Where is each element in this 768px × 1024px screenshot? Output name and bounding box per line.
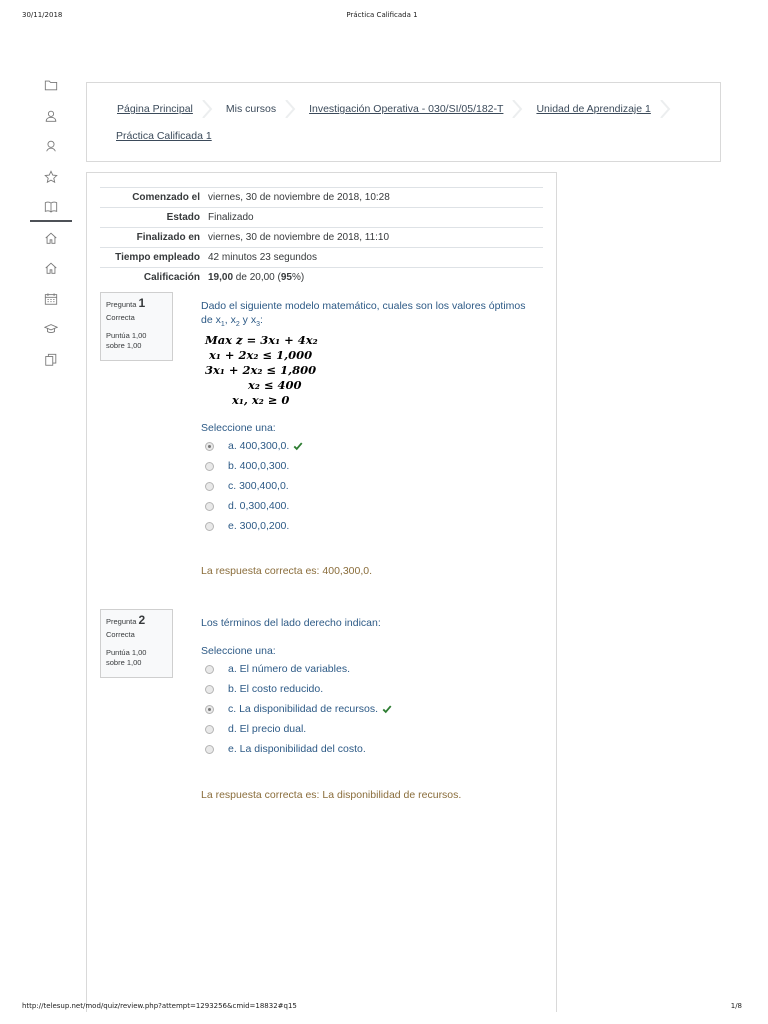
answer-label: b. El costo reducido. — [228, 683, 324, 695]
breadcrumb-row — [117, 100, 720, 118]
chevron-right-icon — [284, 100, 296, 118]
nav-item-competencies[interactable] — [30, 162, 72, 193]
question-grade: Puntúa 1,00 sobre 1,00 — [106, 331, 147, 350]
breadcrumb-link-home[interactable]: Página Principal — [117, 103, 193, 115]
files-icon — [44, 353, 58, 367]
print-header — [22, 11, 742, 21]
answer-option[interactable] — [205, 703, 392, 715]
print-page-number: 1/8 — [730, 1002, 742, 1010]
print-title: Práctica Calificada 1 — [346, 11, 418, 19]
chevron-right-icon — [201, 100, 213, 118]
nav-item-home[interactable] — [30, 223, 72, 254]
folder-icon — [44, 78, 58, 92]
subscript: 3 — [256, 321, 261, 329]
answer-option[interactable] — [205, 723, 306, 735]
users-icon — [44, 109, 58, 123]
question-text-part: Dado el siguiente modelo matemático, cuales son los valores óptimos de x — [201, 300, 526, 326]
formula-line-constraint-2: 3x₁ + 2x₂ ≤ 1,800 — [205, 363, 317, 377]
breadcrumb-link-unit[interactable]: Unidad de Aprendizaje 1 — [536, 103, 651, 115]
radio-button[interactable] — [205, 462, 214, 471]
graduation-cap-icon — [44, 322, 58, 336]
print-url: http://telesup.net/mod/quiz/review.php?attempt=1293256&cmid=18832#q15 — [22, 1002, 297, 1010]
question-label: Pregunta — [106, 300, 137, 309]
select-one-prompt: Seleccione una: — [201, 422, 276, 434]
answer-option[interactable] — [205, 683, 323, 695]
radio-button[interactable] — [205, 725, 214, 734]
answer-label: e. 300,0,200. — [228, 520, 290, 532]
subscript: 1 — [220, 321, 225, 329]
summary-row-finished — [100, 228, 543, 248]
question-text-part: y x — [239, 314, 257, 326]
breadcrumb-link-course[interactable]: Investigación Operativa - 030/SI/05/182-T — [309, 103, 504, 115]
radio-button[interactable] — [205, 482, 214, 491]
correct-answer-feedback: La respuesta correcta es: La disponibilidad de recursos. — [201, 789, 462, 801]
grade-percent-sign: %) — [291, 272, 305, 283]
question-info-2 — [100, 609, 173, 678]
question-number: 1 — [138, 296, 146, 310]
summary-grade-value — [200, 268, 304, 287]
attempt-summary — [100, 187, 543, 287]
summary-value: viernes, 30 de noviembre de 2018, 11:10 — [208, 232, 390, 243]
formula-line-constraint-1: x₁ + 2x₂ ≤ 1,000 — [209, 348, 313, 362]
nav-item-calendar[interactable] — [30, 284, 72, 315]
nav-item-participants[interactable] — [30, 101, 72, 132]
calendar-icon — [44, 292, 58, 306]
summary-label: Calificación — [143, 272, 200, 283]
subscript: 2 — [235, 321, 240, 329]
answer-label: d. 0,300,400. — [228, 500, 290, 512]
nav-item-folder[interactable] — [30, 70, 72, 101]
answer-label: a. 400,300,0. — [228, 440, 290, 452]
book-icon — [44, 200, 58, 214]
radio-button[interactable] — [205, 442, 214, 451]
answer-label: c. 300,400,0. — [228, 480, 289, 492]
breadcrumb — [86, 82, 721, 162]
users-icon — [44, 139, 58, 153]
answer-option[interactable] — [205, 480, 289, 492]
question-number: 2 — [138, 613, 146, 627]
nav-rail — [30, 70, 72, 375]
question-text-part: : — [260, 314, 263, 326]
answer-option[interactable] — [205, 663, 350, 675]
summary-row-time — [100, 248, 543, 268]
radio-button[interactable] — [205, 745, 214, 754]
answer-label: c. La disponibilidad de recursos. — [228, 703, 379, 715]
radio-button[interactable] — [205, 665, 214, 674]
star-icon — [44, 170, 58, 184]
question-grade: Puntúa 1,00 sobre 1,00 — [106, 648, 147, 667]
answer-option[interactable] — [205, 500, 289, 512]
summary-row-state — [100, 208, 543, 228]
answer-label: d. El precio dual. — [228, 723, 307, 735]
radio-button[interactable] — [205, 705, 214, 714]
check-icon — [293, 441, 303, 451]
answer-label: a. El número de variables. — [228, 663, 350, 675]
home-icon — [44, 231, 58, 245]
formula-line-constraint-3: x₂ ≤ 400 — [248, 378, 302, 392]
select-one-prompt: Seleccione una: — [201, 645, 276, 657]
grade-total: de 20,00 ( — [233, 272, 281, 283]
summary-label: Finalizado en — [136, 232, 200, 243]
summary-row-grade — [100, 268, 543, 287]
correct-answer-feedback: La respuesta correcta es: 400,300,0. — [201, 565, 373, 577]
question-title — [106, 297, 167, 311]
question-label: Pregunta — [106, 617, 137, 626]
home-icon — [44, 261, 58, 275]
formula-line-nonnegativity: x₁, x₂ ≥ 0 — [232, 393, 290, 407]
answer-option[interactable] — [205, 460, 289, 472]
summary-label: Estado — [166, 212, 200, 223]
summary-label: Comenzado el — [132, 192, 200, 203]
answer-label: b. 400,0,300. — [228, 460, 290, 472]
chevron-right-icon — [659, 100, 671, 118]
print-footer — [22, 1002, 742, 1012]
question-state: Correcta — [106, 630, 135, 639]
nav-item-grades[interactable] — [30, 192, 72, 223]
answer-option[interactable] — [205, 520, 289, 532]
summary-value: viernes, 30 de noviembre de 2018, 10:28 — [208, 192, 390, 203]
summary-label: Tiempo empleado — [115, 252, 200, 263]
nav-item-files[interactable] — [30, 345, 72, 376]
grade-score: 19,00 — [208, 272, 234, 283]
formula-line-objective: Max z = 3x₁ + 4x₂ — [205, 333, 318, 347]
nav-item-badges[interactable] — [30, 131, 72, 162]
breadcrumb-row — [116, 128, 720, 144]
check-icon — [382, 704, 392, 714]
print-date: 30/11/2018 — [22, 11, 63, 19]
radio-button[interactable] — [205, 502, 214, 511]
nav-item-dashboard[interactable] — [30, 253, 72, 284]
question-text-1 — [201, 299, 531, 332]
radio-button[interactable] — [205, 522, 214, 531]
question-text-part: , x — [224, 314, 236, 326]
nav-item-courses[interactable] — [30, 314, 72, 345]
summary-row-started — [100, 187, 543, 208]
question-title — [106, 614, 167, 628]
summary-value: 42 minutos 23 segundos — [208, 252, 317, 263]
chevron-right-icon — [511, 100, 523, 118]
radio-button[interactable] — [205, 685, 214, 694]
question-info-1 — [100, 292, 173, 361]
answer-label: e. La disponibilidad del costo. — [228, 743, 366, 755]
question-state: Correcta — [106, 313, 135, 322]
summary-value: Finalizado — [208, 212, 254, 223]
answer-option[interactable] — [205, 440, 303, 452]
answer-option[interactable] — [205, 743, 366, 755]
breadcrumb-item-my-courses[interactable]: Mis cursos — [225, 103, 277, 115]
question-text-2: Los términos del lado derecho indican: — [201, 617, 381, 629]
grade-percent: 95 — [280, 272, 292, 283]
breadcrumb-link-quiz[interactable]: Práctica Calificada 1 — [116, 130, 212, 142]
